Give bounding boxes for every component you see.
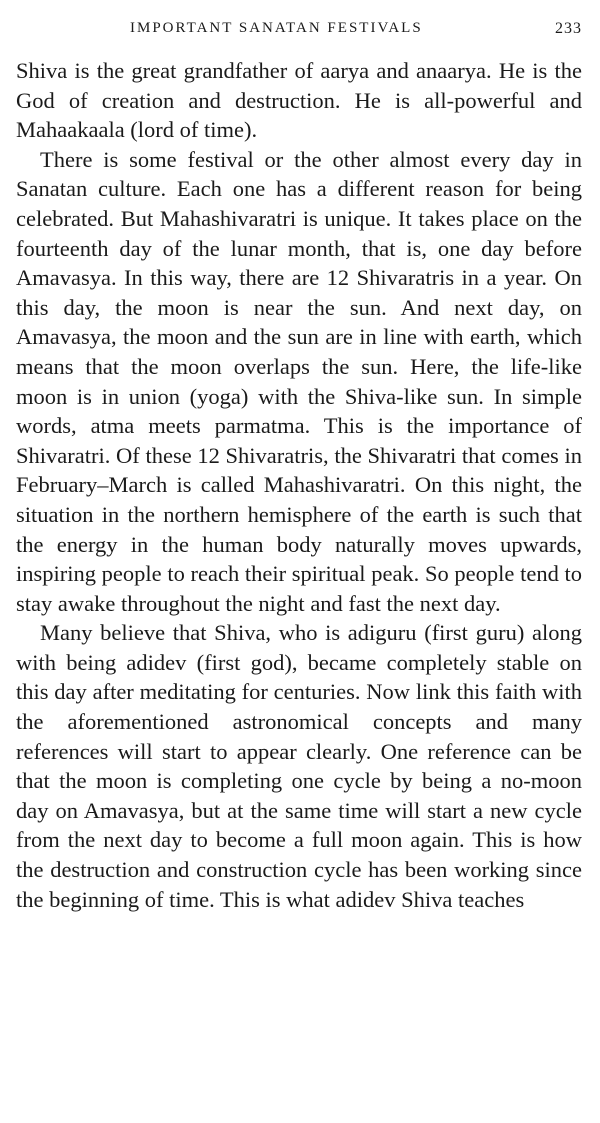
paragraph-1: Shiva is the great grandfather of aarya and anaarya. He is the God of creation and destruction. He is all-powerful and Mahaakaala (lord of time). (16, 58, 582, 143)
paragraph-3: Many believe that Shiva, who is adiguru (first guru) along with being adidev (first god), became completely stable on this day after meditating for centuries. Now link this faith with the aforementioned astronomical concepts and many references will start to appear clearly. One reference can be that the moon is completing one cycle by being a no-moon day on Amavasya, but at the same time will start a new cycle from the next day to become a full moon again. This is how the destruction and construction cycle has been working since the beginning of time. This is what adidev Shiva teaches (16, 620, 582, 912)
body-text (16, 56, 582, 914)
page-number: 233 (555, 20, 582, 37)
book-page (16, 0, 582, 1123)
running-title: IMPORTANT SANATAN FESTIVALS (130, 20, 423, 36)
running-header (16, 20, 582, 44)
paragraph-2: There is some festival or the other almost every day in Sanatan culture. Each one has a different reason for being celebrated. But Mahashivaratri is unique. It takes place on the fourteenth day of the lunar month, that is, one day before Amavasya. In this way, there are 12 Shivaratris in a year. On this day, the moon is near the sun. And next day, on Amavasya, the moon and the sun are in line with earth, which means that the moon overlaps the sun. Here, the life-like moon is in union (yoga) with the Shiva-like sun. In simple words, atma meets parmatma. This is the importance of Shivaratri. Of these 12 Shivaratris, the Shivaratri that comes in February–March is called Mahashivaratri. On this night, the situation in the northern hemisphere of the earth is such that the energy in the human body naturally moves upwards, inspiring people to reach their spiritual peak. So people tend to stay awake throughout the night and fast the next day. (16, 146, 582, 616)
